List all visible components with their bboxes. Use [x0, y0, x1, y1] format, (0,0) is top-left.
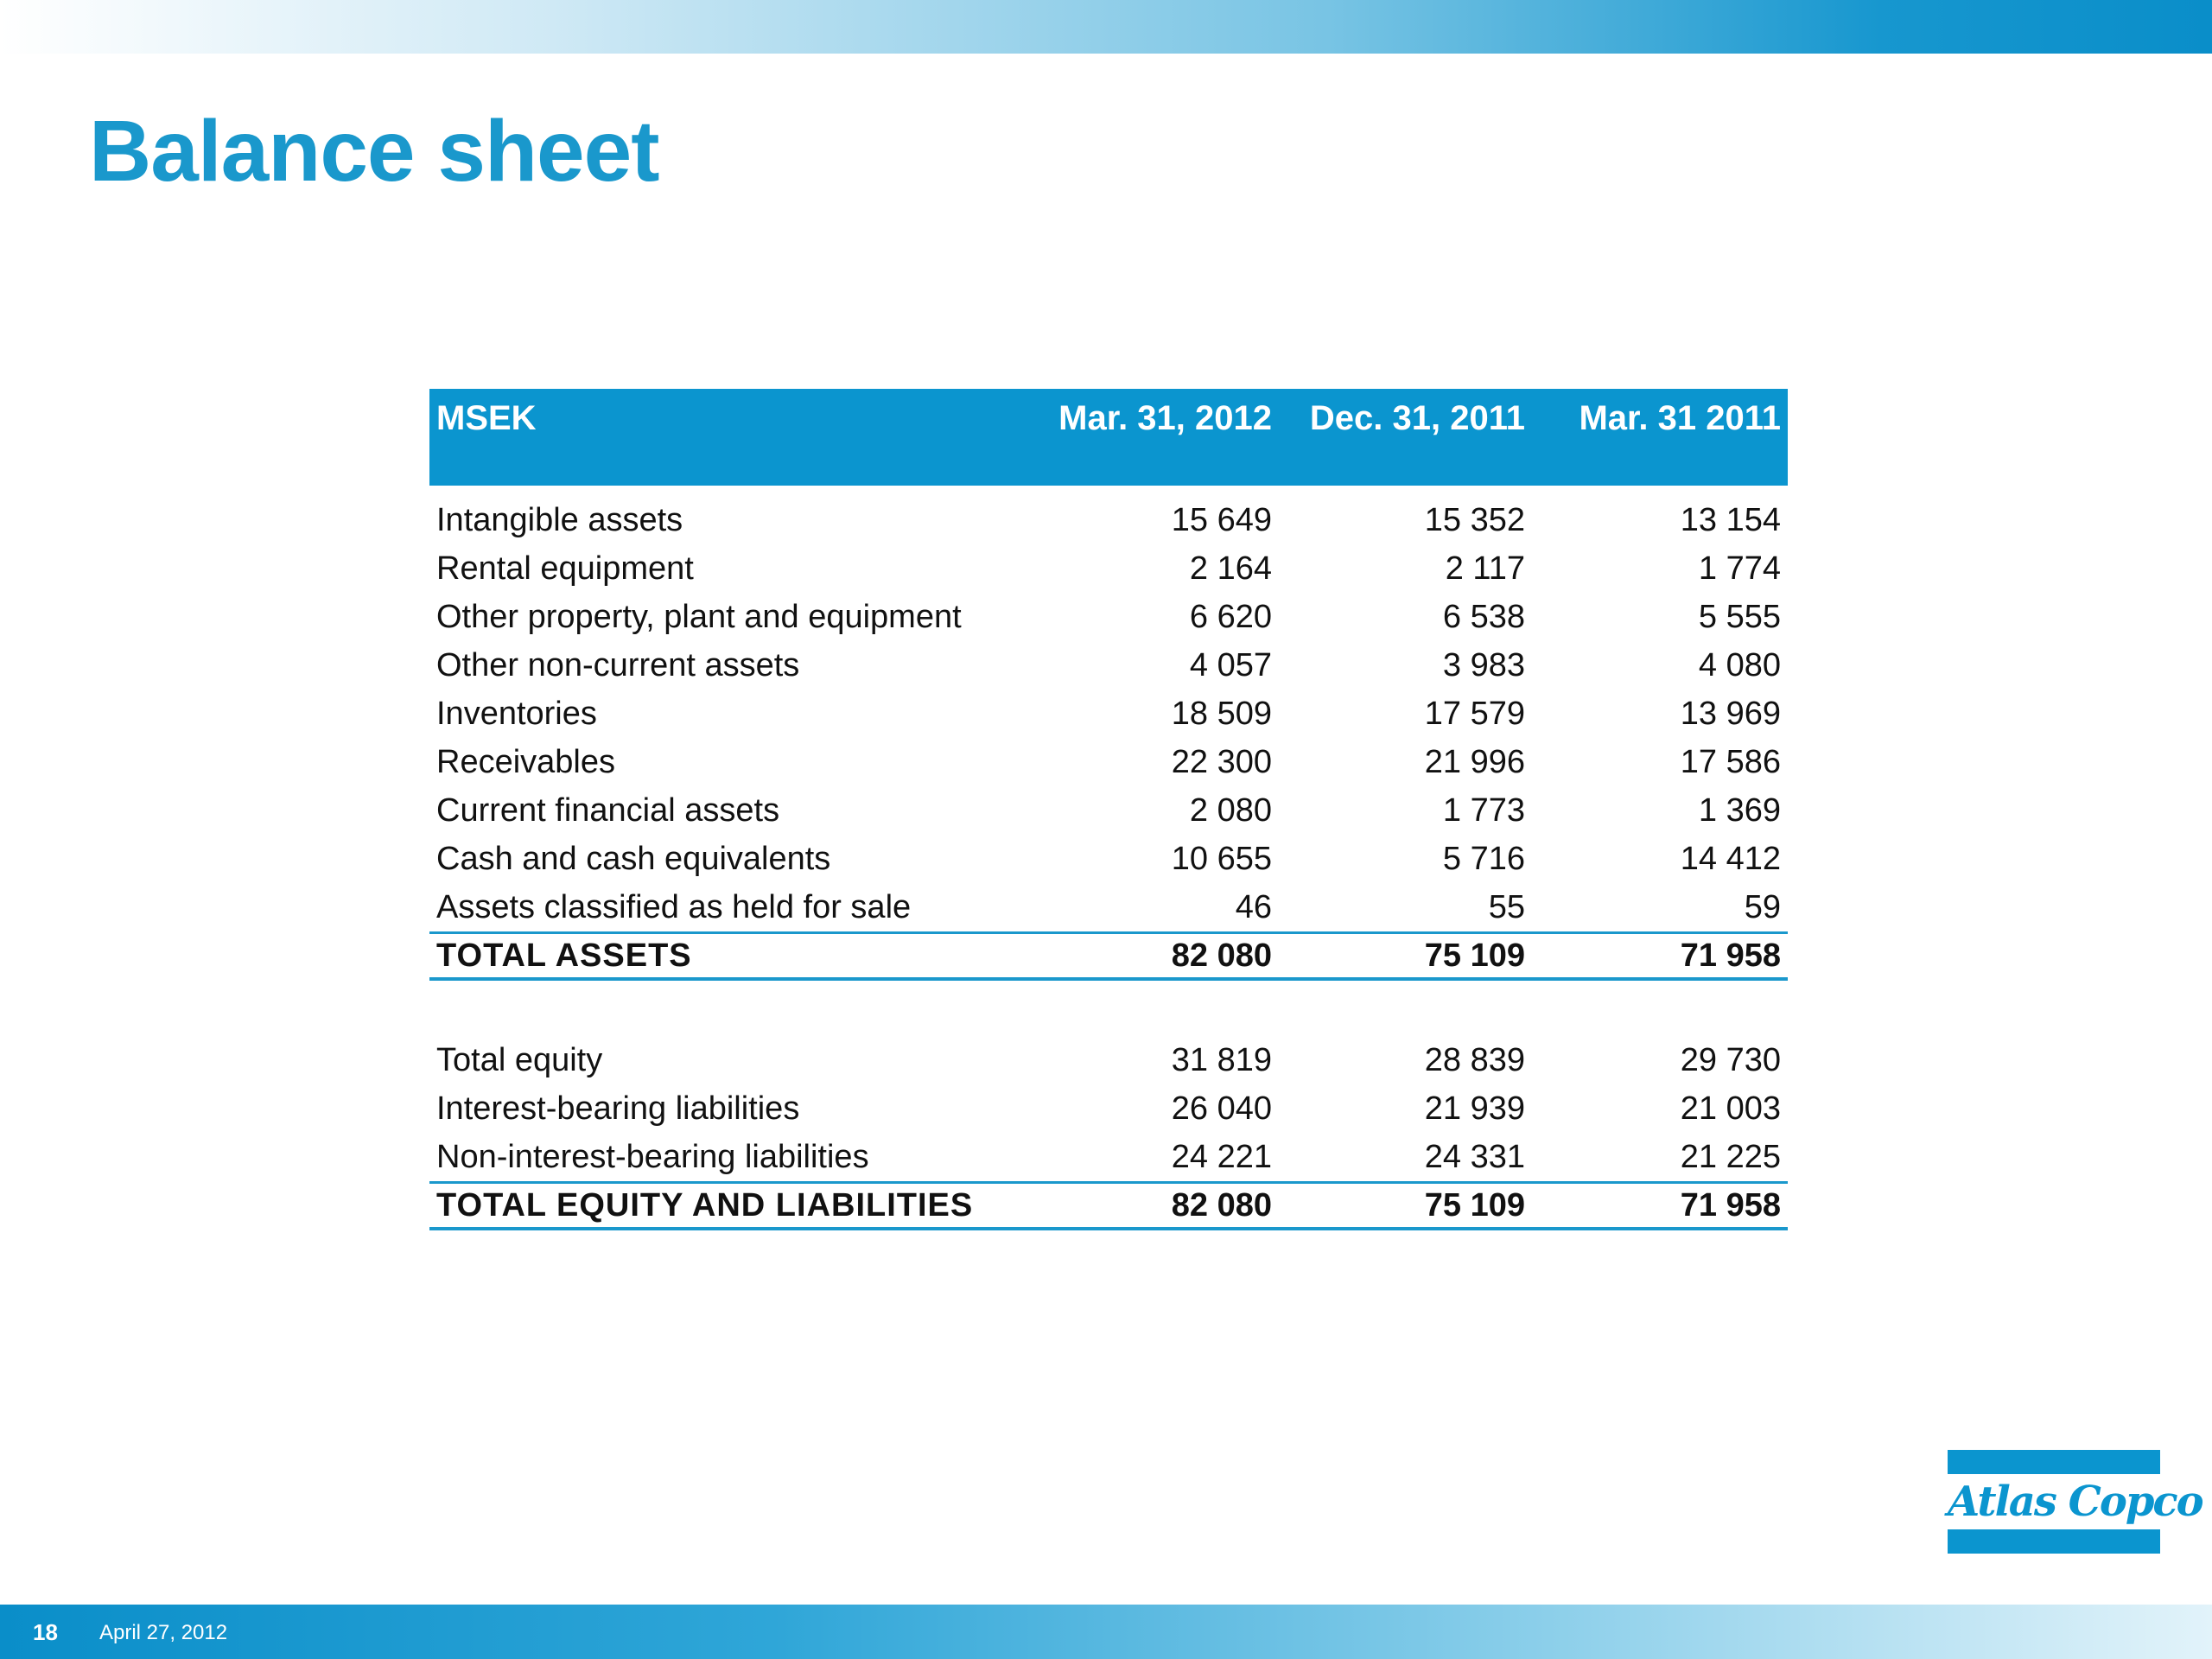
cell-value: 21 225: [1680, 1139, 1781, 1175]
logo-bottom-bar: [1948, 1529, 2160, 1554]
cell-value: 59: [1744, 889, 1781, 925]
cell-value: 24 221: [1171, 1139, 1272, 1175]
cell-value: 17 579: [1424, 696, 1525, 732]
cell-value: 29 730: [1680, 1042, 1781, 1078]
cell-value: 15 352: [1424, 502, 1525, 538]
table-row: [429, 690, 1788, 738]
page-title: Balance sheet: [89, 103, 659, 200]
cell-value: 13 969: [1680, 696, 1781, 732]
cell-value: 5 716: [1442, 841, 1525, 877]
cell-value: 13 154: [1680, 502, 1781, 538]
cell-value: 82 080: [1171, 938, 1272, 974]
cell-value: 21 003: [1680, 1090, 1781, 1127]
cell-value: 22 300: [1171, 744, 1272, 780]
header-msek: MSEK: [436, 399, 537, 437]
total-assets-row: [429, 931, 1788, 981]
cell-value: 71 958: [1680, 938, 1781, 974]
cell-value: 24 331: [1424, 1139, 1525, 1175]
cell-value: 21 939: [1424, 1090, 1525, 1127]
row-label: Total equity: [436, 1042, 603, 1078]
logo-top-bar: [1948, 1450, 2160, 1474]
logo-wordmark: Atlas Copco: [1948, 1478, 2202, 1526]
footer-band: [0, 1605, 2212, 1659]
cell-value: 3 983: [1442, 647, 1525, 683]
cell-value: 4 057: [1189, 647, 1272, 683]
cell-value: 1 774: [1698, 550, 1781, 587]
section-spacer: [429, 981, 1788, 1036]
table-row: [429, 835, 1788, 883]
row-label: Non-interest-bearing liabilities: [436, 1139, 869, 1175]
table-row: [429, 883, 1788, 931]
balance-sheet-table: [429, 389, 1788, 1230]
page-number: 18: [33, 1619, 58, 1645]
header-mar-2012: Mar. 31, 2012: [1058, 399, 1272, 437]
cell-value: 2 080: [1189, 792, 1272, 829]
cell-value: 2 164: [1189, 550, 1272, 587]
row-label: Inventories: [436, 696, 597, 732]
cell-value: 21 996: [1424, 744, 1525, 780]
header-dec-2011: Dec. 31, 2011: [1309, 399, 1525, 437]
row-label: TOTAL ASSETS: [436, 938, 692, 974]
cell-value: 6 620: [1189, 599, 1272, 635]
cell-value: 4 080: [1698, 647, 1781, 683]
table-row: [429, 641, 1788, 690]
footer-date: April 27, 2012: [99, 1621, 228, 1644]
cell-value: 75 109: [1424, 1187, 1525, 1224]
top-decorative-band: [0, 0, 2212, 54]
atlas-copco-logo: [1948, 1450, 2202, 1554]
row-label: Current financial assets: [436, 792, 780, 829]
cell-value: 55: [1488, 889, 1525, 925]
cell-value: 2 117: [1445, 550, 1525, 587]
cell-value: 17 586: [1680, 744, 1781, 780]
table-row: [429, 593, 1788, 641]
table-row: [429, 786, 1788, 835]
row-label: Rental equipment: [436, 550, 694, 587]
table-header-row: [429, 389, 1788, 486]
row-label: Cash and cash equivalents: [436, 841, 831, 877]
cell-value: 31 819: [1171, 1042, 1272, 1078]
row-label: Other non-current assets: [436, 647, 800, 683]
cell-value: 15 649: [1171, 502, 1272, 538]
cell-value: 1 773: [1442, 792, 1525, 829]
table-row: [429, 1133, 1788, 1181]
row-label: Interest-bearing liabilities: [436, 1090, 800, 1127]
table-row: [429, 1036, 1788, 1084]
cell-value: 75 109: [1424, 938, 1525, 974]
cell-value: 14 412: [1680, 841, 1781, 877]
cell-value: 26 040: [1171, 1090, 1272, 1127]
table-row: [429, 1084, 1788, 1133]
cell-value: 82 080: [1171, 1187, 1272, 1224]
cell-value: 28 839: [1424, 1042, 1525, 1078]
row-label: Assets classified as held for sale: [436, 889, 912, 925]
cell-value: 46: [1235, 889, 1272, 925]
cell-value: 71 958: [1680, 1187, 1781, 1224]
row-label: Intangible assets: [436, 502, 683, 538]
total-equity-liabilities-row: [429, 1181, 1788, 1230]
row-label: Receivables: [436, 744, 615, 780]
row-label: TOTAL EQUITY AND LIABILITIES: [436, 1187, 974, 1224]
table-row: [429, 738, 1788, 786]
row-label: Other property, plant and equipment: [436, 599, 962, 635]
table-row: [429, 544, 1788, 593]
cell-value: 18 509: [1171, 696, 1272, 732]
cell-value: 5 555: [1698, 599, 1781, 635]
cell-value: 6 538: [1442, 599, 1525, 635]
table-row: [429, 496, 1788, 544]
cell-value: 1 369: [1698, 792, 1781, 829]
cell-value: 10 655: [1171, 841, 1272, 877]
header-mar-2011: Mar. 31 2011: [1579, 399, 1781, 437]
